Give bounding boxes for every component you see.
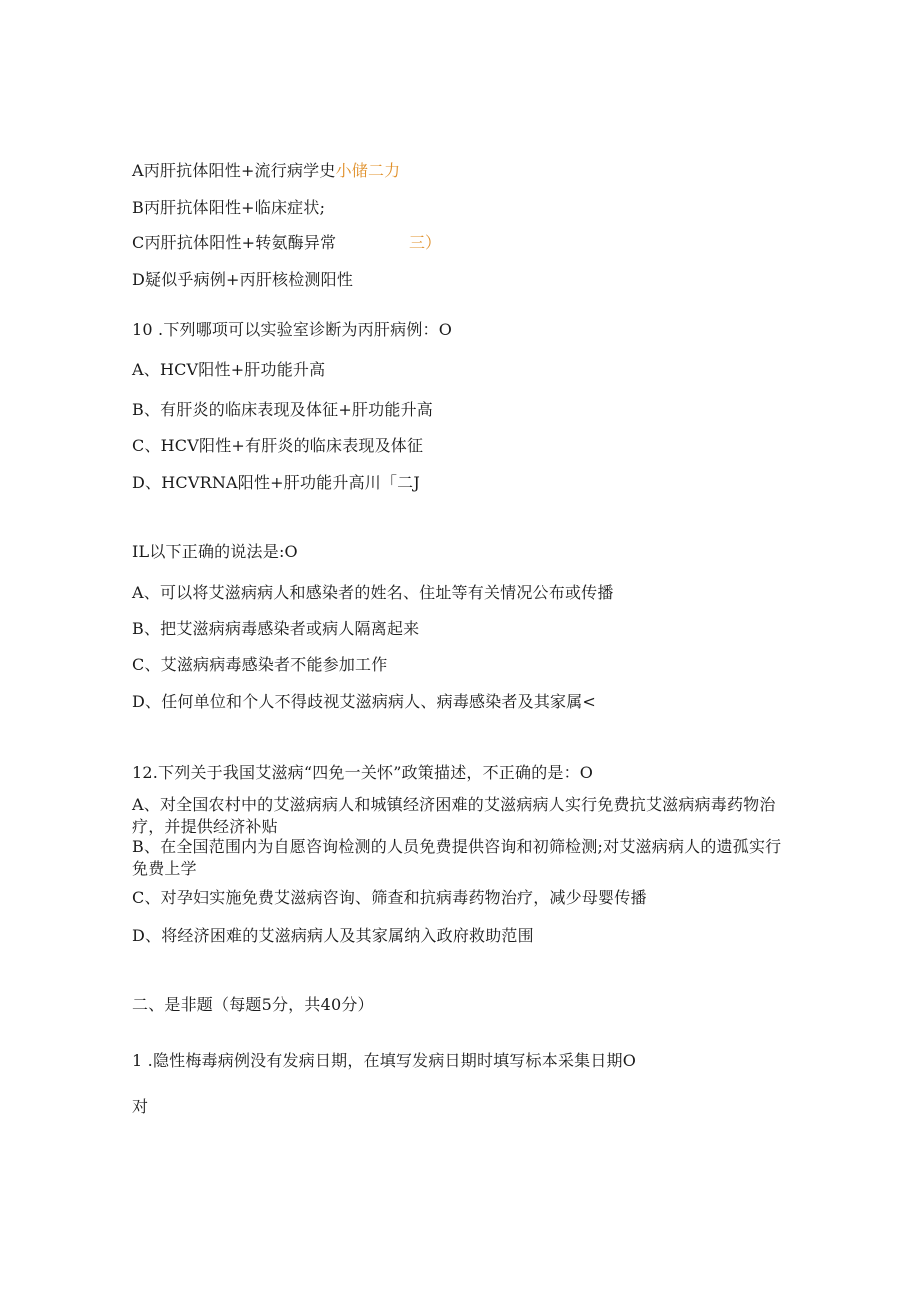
q10-option-c: C、HCV阳性+有肝炎的临床表现及体征 — [132, 436, 424, 455]
q9-option-c: C丙肝抗体阳性+转氨酶异常 — [132, 233, 337, 252]
q11-option-b: B、把艾滋病病毒感染者或病人隔离起来 — [132, 619, 420, 638]
tf-q1-answer: 对 — [132, 1097, 149, 1116]
q11-option-c: C、艾滋病病毒感染者不能参加工作 — [132, 655, 388, 674]
q9-option-a-annotation: 小储二力 — [335, 161, 401, 180]
q9-option-a-text: A丙肝抗体阳性+流行病学史 — [132, 161, 336, 180]
q9-option-a — [132, 161, 400, 181]
q10-stem: 10 .下列哪项可以实验室诊断为丙肝病例：O — [132, 320, 453, 339]
q10-option-d: D、HCVRNA阳性+肝功能升高川「二J — [132, 473, 421, 492]
q11-option-a: A、可以将艾滋病病人和感染者的姓名、住址等有关情况公布或传播 — [132, 583, 614, 602]
q9-option-d: D疑似乎病例+丙肝核检测阳性 — [132, 270, 354, 289]
q11-stem: IL以下正确的说法是:O — [132, 542, 298, 561]
q10-option-b: B、有肝炎的临床表现及体征+肝功能升高 — [132, 400, 433, 419]
q10-option-a: A、HCV阳性+肝功能升高 — [132, 360, 326, 379]
q9-option-c-annotation: 三） — [409, 233, 442, 252]
q11-option-d: D、任何单位和个人不得歧视艾滋病病人、病毒感染者及其家属< — [132, 692, 597, 711]
q12-stem: 12.下列关于我国艾滋病“四免一关怀”政策描述，不正确的是：O — [132, 763, 594, 782]
q12-option-a: A、对全国农村中的艾滋病病人和城镇经济困难的艾滋病病人实行免费抗艾滋病病毒药物治疗，并提供经济补贴 — [132, 795, 776, 836]
q12-option-b: B、在全国范围内为自愿咨询检测的人员免费提供咨询和初筛检测;对艾滋病病人的遗孤实行免费上学 — [132, 837, 782, 878]
q12-option-c: C、对孕妇实施免费艾滋病咨询、筛查和抗病毒药物治疗，减少母婴传播 — [132, 888, 647, 907]
q12-option-d: D、将经济困难的艾滋病病人及其家属纳入政府救助范围 — [132, 926, 534, 945]
tf-q1-stem: 1 .隐性梅毒病例没有发病日期，在填写发病日期时填写标本采集日期O — [132, 1051, 637, 1070]
q9-option-b: B丙肝抗体阳性+临床症状; — [132, 198, 326, 217]
section-heading-true-false: 二、是非题（每题5分，共40分） — [132, 995, 374, 1014]
